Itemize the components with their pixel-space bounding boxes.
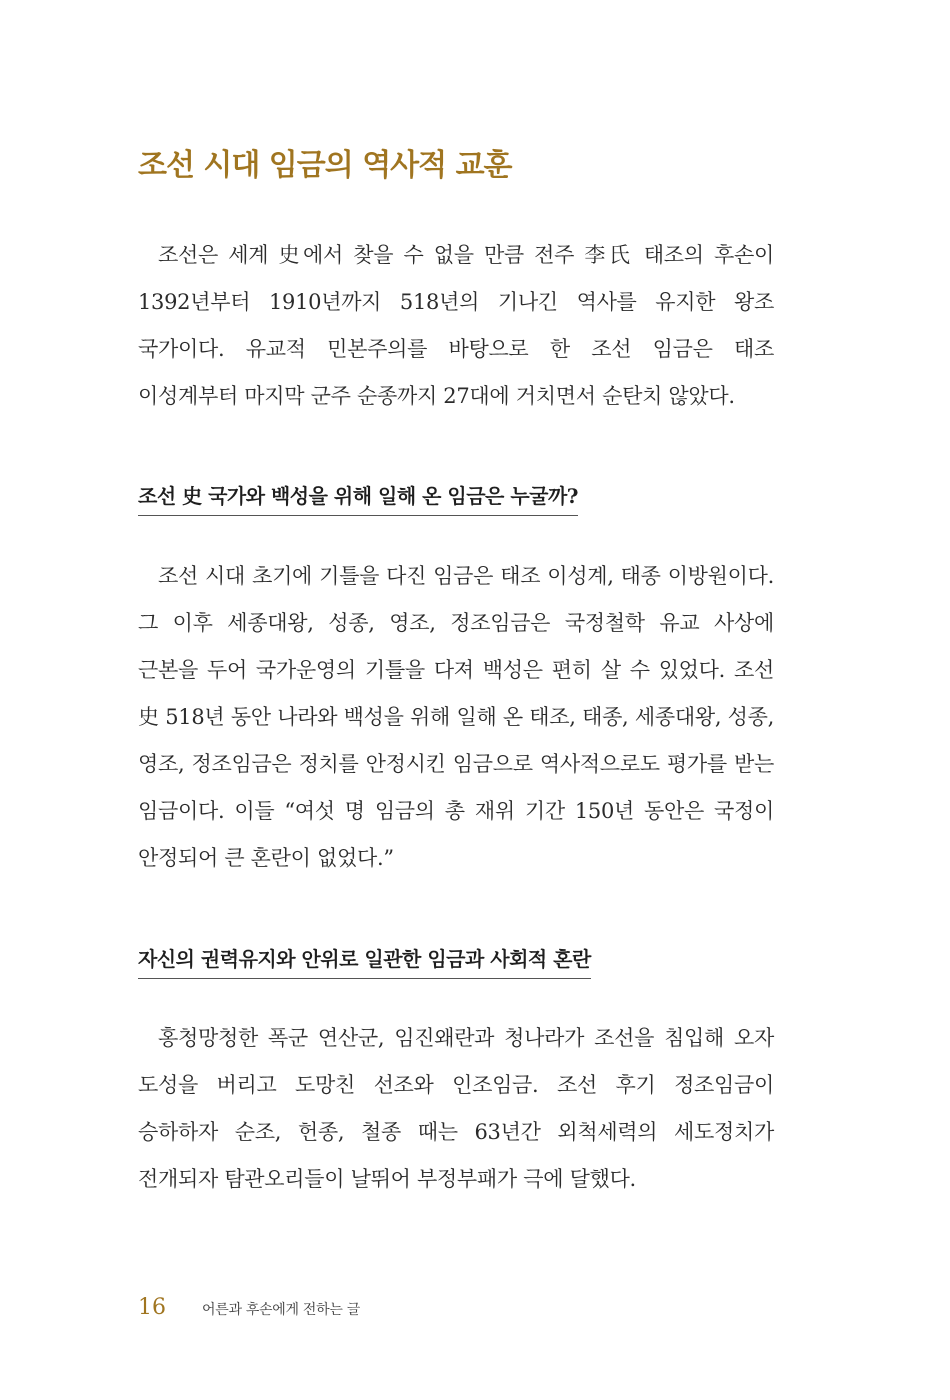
section-paragraph-good-kings: 조선 시대 초기에 기틀을 다진 임금은 태조 이성계, 태종 이방원이다. 그 이후 세종대왕, 성종, 영조, 정조임금은 국정철학 유교 사상에 근본을 두어 국가운영의 기틀을 다져 백성은 편히 살 수 있었다. 조선 史 518년 동안 나라와 백성을 위해 일해 온 태조, 태종, 세종대왕, 성종, 영조, 정조임금은 정치를 안정시킨 임금으로 역사적으로도 평가를 받는 임금이다. 이들 “여섯 명 임금의 총 재위 기간 150년 동안은 국정이 안정되어 큰 혼란이 없었다.”: [138, 564, 774, 870]
section-paragraph-bad-kings: 홍청망청한 폭군 연산군, 임진왜란과 청나라가 조선을 침입해 오자 도성을 버리고 도망친 선조와 인조임금. 조선 후기 정조임금이 승하하자 순조, 헌종, 철종 때는 63년간 외척세력의 세도정치가 전개되자 탐관오리들이 날뛰어 부정부패가 극에 달했다.: [138, 1026, 774, 1191]
page-title: 조선 시대 임금의 역사적 교훈: [138, 148, 512, 183]
page-number: 16: [138, 1295, 166, 1320]
intro-paragraph: 조선은 세계 史에서 찾을 수 없을 만큼 전주 李氏 태조의 후손이 1392년부터 1910년까지 518년의 기나긴 역사를 유지한 왕조 국가이다. 유교적 민본주의를 바탕으로 한 조선 임금은 태조 이성계부터 마지막 군주 순종까지 27대에 거치면서 순탄치 않았다.: [138, 243, 774, 408]
page-footer: [138, 1295, 360, 1320]
book-title-footer: 어른과 후손에게 전하는 글: [202, 1302, 360, 1318]
section-heading-good-kings: 조선 史 국가와 백성을 위해 일해 온 임금은 누굴까?: [138, 480, 578, 516]
section-heading-bad-kings: 자신의 권력유지와 안위로 일관한 임금과 사회적 혼란: [138, 943, 591, 979]
